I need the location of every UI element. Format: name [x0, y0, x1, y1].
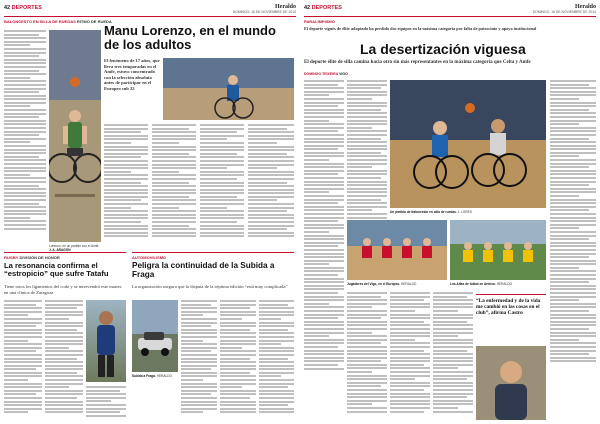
right-photo-3	[450, 220, 546, 280]
right-page	[300, 0, 600, 424]
auto-standfirst: La organización asegura que la disputa de la séptima edición “está muy complicada”	[132, 284, 288, 289]
rugby-text-column-1	[4, 300, 42, 420]
left-secondary-photo	[163, 58, 294, 120]
right-folio	[304, 5, 342, 11]
left-masthead-date: DOMINGO, 16 DE NOVIEMBRE DE 2014	[232, 10, 296, 14]
right-header-rule	[304, 16, 596, 17]
right-pull-quote: “La enfermedad y de la vida me cambió en las cosas en el club”, afirma Castro	[476, 294, 546, 316]
rugby-headline: La resonancia confirma el “estropicio” que sufre Tatafu	[4, 261, 109, 278]
left-header-rule	[4, 16, 296, 17]
rugby-kicker-label: RUGBY	[4, 255, 19, 260]
left-page-number: 42	[4, 5, 11, 11]
left-main-headline: Manu Lorenzo, en el mundo de los adultos	[104, 23, 276, 52]
auto-text-column-2	[220, 300, 256, 420]
auto-photo	[132, 300, 178, 372]
left-masthead	[176, 4, 296, 14]
rugby-kicker-tag: DIVISIÓN DE HONOR	[19, 255, 60, 260]
left-main-photo-caption-text: Lorenzo, en un partido con el Amfe.	[49, 244, 100, 248]
right-text-column-4	[390, 292, 430, 420]
rugby-standfirst: Tiene rotos los ligamentos del codo y se intervendrá este martes en una clínica de Zaragoza	[4, 284, 122, 295]
right-main-photo	[390, 80, 546, 208]
right-top-kicker: PARALIMPISMO	[304, 19, 335, 24]
right-main-headline: La desertización viguesa	[360, 41, 526, 57]
right-photo-3-credit: HERALDO	[496, 282, 513, 286]
wheelchair-athlete-illustration	[49, 30, 101, 242]
left-top-kicker-tag: RITMO DE RUEDA	[76, 19, 112, 24]
right-photo-2-caption-text: Jugadores del Vigo, en el Europeo.	[347, 282, 401, 286]
right-portrait-photo	[476, 346, 546, 420]
right-section-name: DEPORTES	[311, 5, 342, 11]
right-photo-2	[347, 220, 447, 280]
right-masthead-name: Heraldo	[575, 4, 596, 10]
left-main-photo-caption	[49, 244, 101, 252]
left-text-column-4	[200, 124, 244, 244]
rugby-text-column-2	[45, 300, 83, 420]
rugby-kicker	[4, 255, 60, 260]
right-photo-2-caption	[347, 282, 447, 286]
team-group-illustration	[347, 220, 447, 280]
auto-headline: Peligra la continuidad de la Subida a Fraga	[132, 261, 275, 279]
team-photo-illustration	[163, 58, 294, 120]
left-top-kicker-label: BALONCESTO EN SILLA DE RUEDAS	[4, 19, 76, 24]
right-byline-location: VIGO	[339, 72, 348, 76]
right-byline-author: DOMINGO TEIXEIRA	[304, 72, 339, 76]
portrait-illustration	[476, 346, 546, 420]
rugby-photo	[86, 300, 126, 382]
right-text-column-2	[347, 80, 387, 240]
auto-kicker: AUTOMOVILISMO	[132, 255, 167, 260]
left-text-column-3	[152, 124, 196, 244]
auto-rule	[132, 252, 294, 253]
right-text-column-1	[304, 80, 344, 380]
basketball-game-illustration	[390, 80, 546, 208]
left-section-name: DEPORTES	[11, 5, 42, 11]
race-car-illustration	[132, 300, 178, 372]
left-main-photo	[49, 30, 101, 242]
right-text-column-far	[550, 80, 596, 380]
rugby-text-column-3	[86, 386, 126, 420]
right-page-number: 42	[304, 5, 311, 11]
right-text-column-5	[433, 292, 473, 420]
left-text-column-2	[104, 124, 148, 244]
auto-photo-credit: HERALDO	[156, 374, 173, 378]
right-main-photo-caption-text: Un partido de baloncesto en silla de ruedas.	[390, 210, 457, 214]
rugby-rule	[4, 252, 126, 253]
football-team-illustration	[450, 220, 546, 280]
right-main-standfirst: El deporte élite de silla camina hacia otro sin más representantes en la máxima categoría que Celta y Amfe	[304, 60, 531, 65]
right-masthead	[476, 4, 596, 14]
auto-text-column-3	[259, 300, 294, 420]
auto-photo-caption	[132, 374, 178, 378]
right-text-column-3	[347, 292, 387, 420]
right-photo-3-caption	[450, 282, 546, 286]
right-intro-text: El deporte vigués de élite adaptado ha perdido dos equipos en la máxima categoría por falta de patrocinio y apoyo institucional	[304, 26, 537, 31]
left-masthead-name: Heraldo	[275, 4, 296, 10]
left-main-standfirst: El fenómeno de 17 años, que lleva tres temporadas en el Amfe, estuvo concentrado con la selección absoluta antes de participar en el Europeo sub 22	[104, 58, 160, 91]
rugby-player-illustration	[86, 300, 126, 382]
right-photo-2-credit: HERALDO	[400, 282, 417, 286]
right-photo-3-caption-text: Los Alfas de fútbol en Arteixo.	[450, 282, 496, 286]
right-main-photo-caption	[390, 210, 546, 214]
left-text-column-1	[4, 30, 46, 235]
left-top-kicker	[4, 19, 112, 24]
left-folio	[4, 5, 42, 11]
right-byline	[304, 72, 348, 76]
auto-text-column-1	[181, 300, 217, 420]
right-masthead-date: DOMINGO, 16 DE NOVIEMBRE DE 2014	[532, 10, 596, 14]
right-main-photo-credit: J. LORES	[457, 210, 472, 214]
auto-photo-caption-text: Subida a Fraga.	[132, 374, 156, 378]
left-main-photo-credit: J. A. ARAGÓN	[49, 248, 71, 252]
left-text-column-5	[248, 124, 294, 244]
